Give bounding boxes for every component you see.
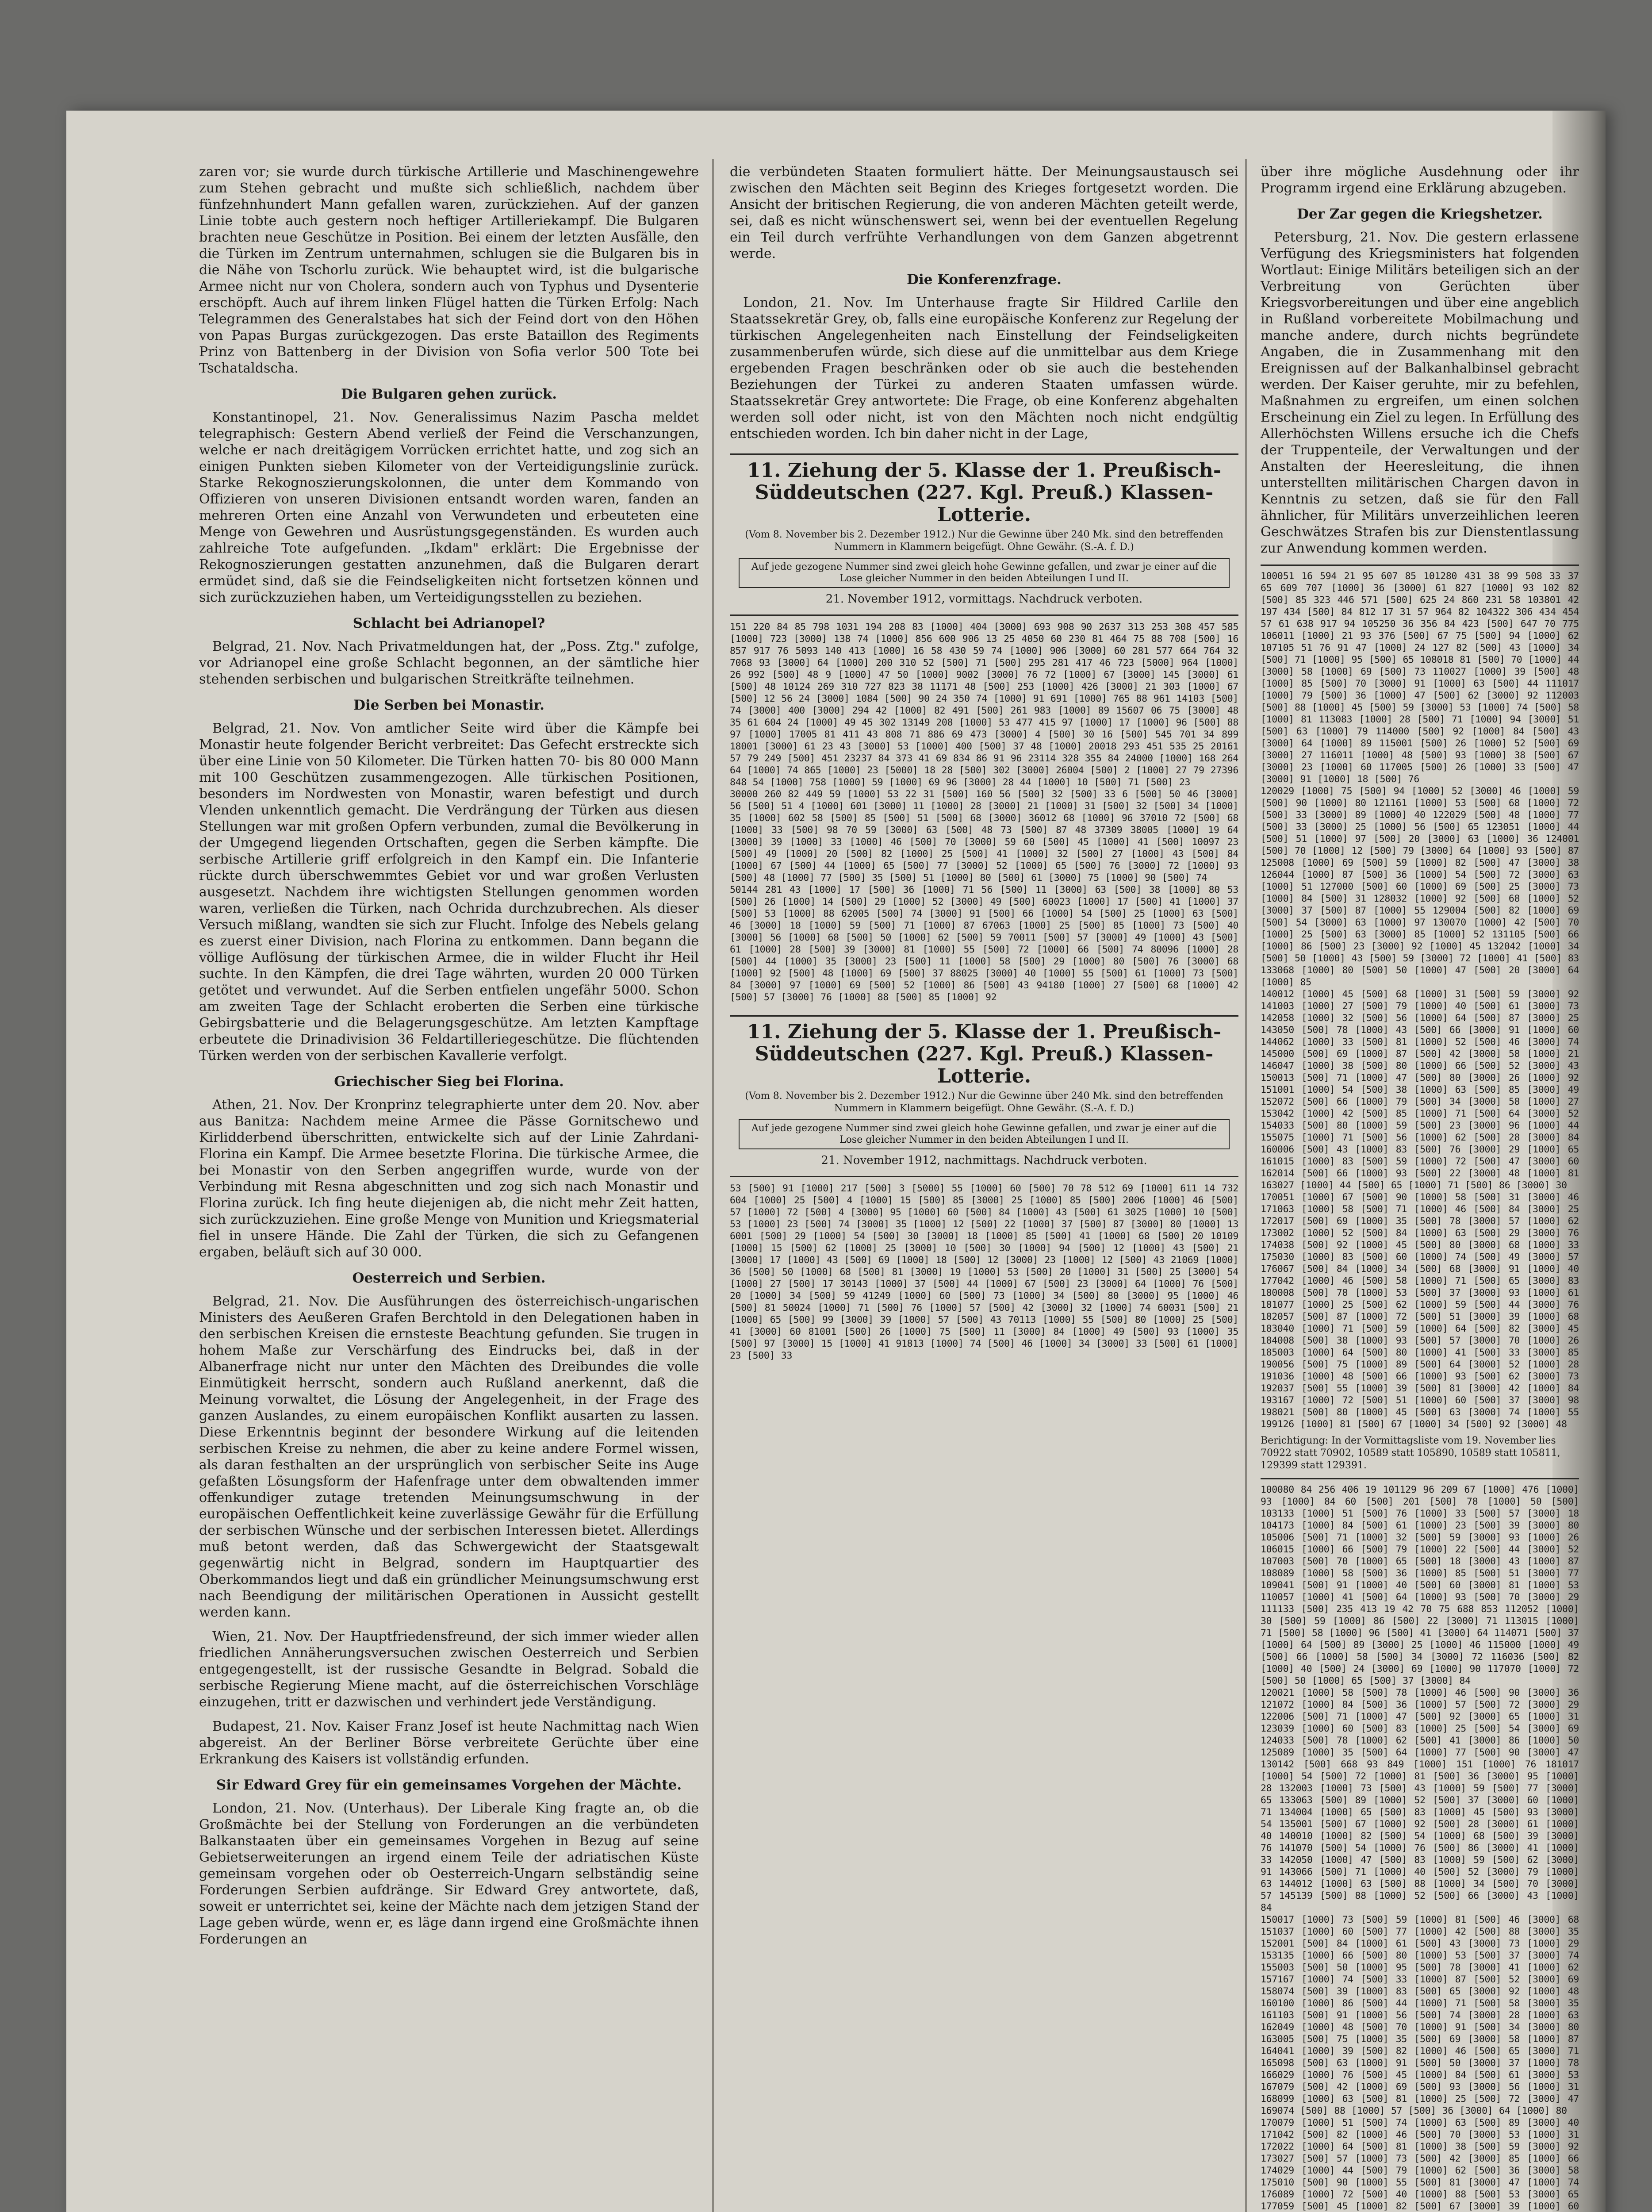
number-block: 50144 281 43 [1000] 17 [500] 36 [1000] 71 56 [500] 11 [3000] 63 [500] 38 [1000] 80 53 [500] 26 [1000] 14 [500] 29 [1000] 52 [3000] 49 [500] 60023 [1000] 17 [500] 41 [1000] 37 [500] 53 [1000] 88 62005 [500] 74 [3000] 91 [500] 66 [1000] 54 [500] 25 [1000] 63 [500] 46 [3000] 18 [1000] 59 [500] 71 [1000] 87 67063 [1000] 25 [500] 85 [1000] 73 [500] 40 [3000] 56 [1000] 68 [500] 50 [1000] 62 [500] 59 70011 [500] 57 [3000] 49 [1000] 43 [500] 61 [1000] 28 [500] 39 [3000] 81 [1000] 55 [500] 72 [1000] 66 [500] 74 80096 [1000] 28 [500] 44 [1000] 35 [3000] 23 [500] 11 [1000] 58 [500] 29 [1000] 80 [500] 76 [3000] 68 [1000] 92 [500] 48 [1000] 69 [500] 37 88025 [3000] 40 [1000] 55 [500] 61 [1000] 73 [500] 84 [3000] 97 [1000] 69 [500] 52 [1000] 86 [500] 43 94180 [1000] 27 [500] 68 [1000] 42 [500] 57 [3000] 76 [1000] 88 [500] 85 [1000] 92 xyxy=(730,884,1238,1003)
article-text: zaren vor; sie wurde durch türkische Artillerie und Maschinengewehre zum Stehen gebracht und mußte sich schließlich, nachdem über fünfzehnhundert Mann gefallen waren, zurückziehen. Auf der ganzen Linie tobte auch gestern noch heftiger Artilleriekampf. Die Bulgaren brachten neue Geschütze in Position. Bei einem der letzten Ausfälle, den die Türken im Zentrum unternahmen, schlugen sie die Bulgaren bis in die Nähe von Tschorlu zurück. Wie behauptet wird, ist die bulgarische Armee nicht nur von Cholera, sondern auch von Typhus und Dysenterie erschöpft. Auch auf ihrem linken Flügel hatten die Türken Erfolg: Nach Telegrammen des Generalstabes hat sich der Feind dort von den Höhen von Papas Burgas zurückgezogen. Das erste Bataillon des Regiments Prinz von Battenberg in der Division von Sofia verlor 500 Tote bei Tschataldscha. xyxy=(199,164,699,376)
lottery-number-list xyxy=(1261,1478,1579,2212)
number-block: 150017 [1000] 73 [500] 59 [1000] 81 [500] 46 [3000] 68 151037 [1000] 60 [500] 77 [1000] 42 [500] 88 [3000] 35 152001 [500] 84 [1000] 61 [500] 43 [3000] 73 [1000] 29 153135 [1000] 66 [500] 80 [1000] 53 [500] 37 [3000] 74 155003 [500] 50 [1000] 95 [500] 78 [3000] 41 [1000] 62 157167 [1000] 74 [500] 33 [1000] 87 [500] 52 [3000] 69 158074 [500] 39 [1000] 83 [500] 65 [3000] 92 [1000] 48 160100 [1000] 86 [500] 44 [1000] 71 [500] 58 [3000] 35 161103 [500] 91 [1000] 56 [500] 74 [3000] 28 [1000] 63 162049 [1000] 48 [500] 70 [1000] 91 [500] 34 [3000] 80 163005 [500] 75 [1000] 35 [500] 69 [3000] 58 [1000] 87 164041 [1000] 39 [500] 82 [1000] 46 [500] 65 [3000] 71 165098 [500] 63 [1000] 91 [500] 50 [3000] 37 [1000] 78 166029 [1000] 76 [500] 45 [1000] 84 [500] 61 [3000] 53 167079 [500] 42 [1000] 69 [500] 93 [3000] 56 [1000] 31 168099 [1000] 63 [500] 81 [1000] 25 [500] 72 [3000] 47 169074 [500] 88 [1000] 57 [500] 36 [3000] 64 [1000] 80 xyxy=(1261,1914,1579,2116)
headline: Sir Edward Grey für ein gemeinsames Vorgehen der Mächte. xyxy=(216,1777,682,1793)
number-block: 120029 [1000] 75 [500] 94 [1000] 52 [3000] 46 [1000] 59 [500] 90 [1000] 80 121161 [1000] 53 [500] 68 [1000] 72 [500] 33 [3000] 89 [1000] 40 122029 [500] 48 [1000] 77 [500] 33 [3000] 25 [1000] 56 [500] 65 123051 [1000] 44 [500] 51 [1000] 97 [500] 20 [3000] 63 [1000] 36 124001 [500] 70 [1000] 12 [500] 79 [3000] 64 [1000] 93 [500] 87 125008 [1000] 69 [500] 59 [1000] 82 [500] 47 [3000] 38 126044 [1000] 87 [500] 36 [1000] 54 [500] 72 [3000] 63 [1000] 51 127000 [500] 60 [1000] 69 [500] 25 [3000] 73 [1000] 84 [500] 31 128032 [1000] 92 [500] 68 [1000] 52 [3000] 37 [500] 87 [1000] 55 129004 [500] 82 [1000] 69 [500] 54 [3000] 63 [1000] 97 130070 [1000] 42 [500] 70 [1000] 25 [500] 63 [3000] 85 [1000] 52 131105 [500] 66 [1000] 86 [500] 23 [3000] 92 [1000] 45 132042 [1000] 34 [500] 50 [1000] 43 [500] 59 [3000] 72 [1000] 41 [500] 83 133068 [1000] 80 [500] 50 [1000] 47 [500] 20 [3000] 64 [1000] 85 xyxy=(1261,786,1579,988)
number-block: 170051 [1000] 67 [500] 90 [1000] 58 [500] 31 [3000] 46 171063 [1000] 58 [500] 71 [1000] 46 [500] 84 [3000] 25 172017 [500] 69 [1000] 35 [500] 78 [3000] 57 [1000] 62 173002 [1000] 52 [500] 84 [1000] 63 [500] 29 [3000] 76 174038 [500] 92 [1000] 45 [500] 80 [3000] 68 [1000] 33 175030 [1000] 83 [500] 60 [1000] 74 [500] 49 [3000] 57 176067 [500] 84 [1000] 34 [500] 68 [3000] 91 [1000] 40 177042 [1000] 46 [500] 58 [1000] 71 [500] 65 [3000] 83 180008 [500] 78 [1000] 53 [500] 37 [3000] 93 [1000] 61 181077 [1000] 25 [500] 62 [1000] 59 [500] 44 [3000] 76 182057 [500] 87 [1000] 72 [500] 51 [3000] 39 [1000] 68 183040 [1000] 71 [500] 59 [1000] 64 [500] 82 [3000] 45 184008 [500] 38 [1000] 93 [500] 57 [3000] 70 [1000] 26 185003 [1000] 64 [500] 80 [1000] 41 [500] 33 [3000] 85 190056 [500] 75 [1000] 89 [500] 64 [3000] 52 [1000] 28 191036 [1000] 48 [500] 66 [1000] 93 [500] 62 [3000] 73 192037 [500] 55 [1000] 39 [500] 81 [3000] 42 [1000] 84 193167 [1000] 72 [500] 51 [1000] 60 [500] 37 [3000] 98 198021 [500] 80 [1000] 45 [500] 63 [3000] 74 [1000] 55 199126 [1000] 81 [500] 67 [1000] 34 [500] 92 [3000] 48 xyxy=(1261,1192,1579,1430)
headline: Griechischer Sieg bei Florina. xyxy=(334,1074,564,1090)
article-text: Wien, 21. Nov. Der Hauptfriedensfreund, der sich immer wieder allen friedlichen Annäherungsversuchen zwischen Oesterreich und Serbien entgegengestellt, ist der russische Gesandte in Belgrad. Sobald die serbische Regierung Miene macht, auf die österreichischen Vorschläge einzugehen, tritt er dazwischen und verhindert jede Verständigung. xyxy=(199,1629,699,1710)
lottery-number-list xyxy=(730,621,1238,1003)
number-block: 140012 [1000] 45 [500] 68 [1000] 31 [500] 59 [3000] 92 141003 [1000] 27 [500] 79 [1000] 40 [500] 61 [3000] 73 142058 [1000] 32 [500] 56 [1000] 64 [500] 87 [3000] 25 143050 [500] 78 [1000] 43 [500] 66 [3000] 91 [1000] 60 144062 [1000] 33 [500] 81 [1000] 52 [500] 46 [3000] 74 145000 [500] 69 [1000] 87 [500] 42 [3000] 58 [1000] 21 146047 [1000] 38 [500] 80 [1000] 66 [500] 52 [3000] 43 150013 [500] 71 [1000] 47 [500] 80 [3000] 26 [1000] 92 151001 [1000] 54 [500] 38 [1000] 63 [500] 85 [3000] 49 152072 [500] 66 [1000] 79 [500] 34 [3000] 58 [1000] 27 153042 [1000] 42 [500] 85 [1000] 71 [500] 64 [3000] 52 154033 [500] 80 [1000] 59 [500] 23 [3000] 96 [1000] 44 155075 [1000] 71 [500] 56 [1000] 62 [500] 28 [3000] 84 160006 [500] 43 [1000] 83 [500] 76 [3000] 29 [1000] 65 161015 [1000] 83 [500] 59 [1000] 72 [500] 47 [3000] 60 162014 [500] 66 [1000] 93 [500] 22 [3000] 48 [1000] 81 163027 [1000] 44 [500] 65 [1000] 71 [500] 86 [3000] 30 xyxy=(1261,989,1579,1191)
lottery-number-list xyxy=(1261,565,1579,1430)
headline: Die Bulgaren gehen zurück. xyxy=(341,386,557,402)
headline: Schlacht bei Adrianopel? xyxy=(353,615,545,631)
lottery-note: Auf jede gezogene Nummer sind zwei gleich hohe Gewinne gefallen, und zwar je einer auf die Lose gleicher Nummer in den beiden Abteilungen I und II. xyxy=(739,1119,1230,1149)
article-text: Konstantinopel, 21. Nov. Generalissimus Nazim Pascha meldet telegraphisch: Gestern Abend verließ der Feind die Verschanzungen, welche er nach dreitägigem Vorrücken errichtet hatte, und zog sich an einigen Punkten sieben Kilometer von der Verteidigungslinie zurück. Starke Rekognoszierungskolonnen, die unter dem Kommando von Offizieren von unseren Divisionen entsandt worden waren, fanden an mehreren Orten eine Anzahl von Verwundeten und erbeuteten eine Menge von Gewehren und Ausrüstungsgegenständen. Es wurden auch zahlreiche Tote aufgefunden. „Ikdam" erklärt: Die Ergebnisse der Rekognoszierungen gestatten anzunehmen, daß die Bulgaren derart ermüdet sind, daß sie die Feindseligkeiten nicht fortsetzen können und sich zurückzuziehen haben, um Verteidigungsstellen zu beziehen. xyxy=(199,410,699,605)
column-rule xyxy=(1245,159,1247,2212)
lottery-list-header xyxy=(730,453,1238,616)
number-block: 170079 [1000] 51 [500] 74 [1000] 63 [500] 89 [3000] 40 171042 [500] 82 [1000] 46 [500] 70 [3000] 53 [1000] 31 172022 [1000] 64 [500] 81 [1000] 38 [500] 59 [3000] 92 173027 [500] 57 [1000] 73 [500] 42 [3000] 85 [1000] 66 174029 [1000] 44 [500] 79 [1000] 62 [500] 36 [3000] 58 175010 [500] 90 [1000] 55 [500] 81 [3000] 47 [1000] 74 176089 [1000] 72 [500] 40 [1000] 88 [500] 53 [3000] 65 177059 [500] 45 [1000] 82 [500] 67 [3000] 39 [1000] 60 xyxy=(1261,2117,1579,2212)
number-block: 151 220 84 85 798 1031 194 208 83 [1000] 404 [3000] 693 908 90 2637 313 253 308 457 585 [1000] 723 [3000] 138 74 [1000] 856 600 906 13 25 4050 60 230 81 464 75 88 708 [500] 16 857 917 76 5093 140 413 [1000] 16 58 430 59 74 [1000] 906 [3000] 60 281 577 664 764 32 7068 93 [3000] 64 [1000] 200 310 52 [500] 71 [500] 295 281 417 46 723 [5000] 964 [1000] 26 992 [500] 48 9 [1000] 47 50 [1000] 9002 [3000] 76 72 [1000] 67 [3000] 145 [3000] 61 [500] 48 10124 269 310 727 823 38 11171 48 [500] 253 [1000] 426 [3000] 21 303 [1000] 67 [500] 12 56 24 [3000] 1084 [500] 90 24 350 74 [1000] 91 691 [1000] 765 88 961 14103 [500] 74 [3000] 400 [3000] 294 42 [1000] 82 491 [500] 261 983 [1000] 89 15607 06 75 [3000] 48 35 61 604 24 [1000] 49 45 302 13149 208 [1000] 53 477 415 97 [1000] 17 [1000] 96 [500] 88 97 [1000] 17005 81 411 43 808 71 886 69 473 [3000] 4 [500] 30 16 [500] 545 701 34 899 18001 [3000] 61 23 43 [3000] 53 [1000] 400 [500] 37 48 [1000] 20018 293 451 535 25 20161 57 79 249 [500] 451 23237 84 373 41 69 834 86 91 96 23114 328 355 84 24000 [1000] 168 264 64 [1000] 74 865 [1000] 23 [5000] 18 28 [500] 302 [3000] 26004 [500] 2 [1000] 27 79 27396 848 54 [1000] 758 [1000] 59 [1000] 69 96 [3000] 28 44 [1000] 10 [500] 71 [500] 23 xyxy=(730,622,1238,788)
lottery-note: Auf jede gezogene Nummer sind zwei gleich hohe Gewinne gefallen, und zwar je einer auf die Lose gleicher Nummer in den beiden Abteilungen I und II. xyxy=(739,558,1230,588)
article-text: Budapest, 21. Nov. Kaiser Franz Josef ist heute Nachmittag nach Wien abgereist. An der Berliner Börse verbreitete Gerüchte über eine Erkrankung des Kaisers ist vollständig erfunden. xyxy=(199,1719,699,1767)
article-text: die verbündeten Staaten formuliert hätte. Der Meinungsaustausch sei zwischen den Mächten seit Beginn des Krieges fortgesetzt worden. Die Ansicht der britischen Regierung, die von anderen Mächten geteilt werde, sei, daß es nicht wünschenswert sei, wenn bei der eventuellen Regelung ein Teil durch verfrühte Verhandlungen von dem Ganzen abgetrennt werde. xyxy=(730,164,1238,261)
column-1 xyxy=(199,164,699,1955)
lottery-number-list xyxy=(730,1183,1238,1362)
article-text: über ihre mögliche Ausdehnung oder ihr Programm irgend eine Erklärung abzugeben. xyxy=(1261,164,1579,196)
column-2 xyxy=(730,164,1238,1362)
lottery-date: 21. November 1912, vormittags. Nachdruck verboten. xyxy=(825,592,1143,606)
headline: Oesterreich und Serbien. xyxy=(352,1270,546,1286)
article-text: Belgrad, 21. Nov. Von amtlicher Seite wird über die Kämpfe bei Monastir heute folgender Bericht verbreitet: Das Gefecht erstreckte sich über eine Linie von 50 Kilometer. Die Türken hatten 70- bis 80 000 Mann mit 100 Geschützen zusammengezogen. Alle türkischen Positionen, besonders im Nordwesten von Monastir, waren befestigt und durch Vlenden unkenntlich gemacht. Die Verdrängung der Türken aus diesen Stellungen war mit großen Opfern verbunden, zumal die Bevölkerung in der Umgegend liegenden Ortschaften, gegen die Serben kämpfte. Die serbische Artillerie griff erfolgreich in den Kampf ein. Die Infanterie rückte durch überschwemmtes Gebiet vor und war großen Verlusten ausgesetzt. Nachdem ihre wichtigsten Stellungen genommen worden waren, verließen die Türken, nach Ochrida durchzubrechen. Als dieser Versuch mißlang, wandten sie sich zur Flucht. Infolge des Nebels gelang es zuerst einer Division, nach Florina zu entkommen. Dann begann die völlige Auflösung der türkischen Armee, die in wilder Flucht ihr Heil suchte. In den Kämpfen, die drei Tage währten, wurden 20 000 Türken getötet und verwundet. Auf die Serben entfielen ungefähr 5000. Schon am zweiten Tage der Schlacht eroberten die Serben eine türkische Gebirgsbatterie und die Belagerungsgeschütze. Am letzten Kampftage erbeutete die Drinadivision 36 Feldartilleriegeschütze. Die flüchtenden Türken werden von der serbischen Kavallerie verfolgt. xyxy=(199,721,699,1064)
column-3 xyxy=(1261,164,1579,2212)
article-text: Athen, 21. Nov. Der Kronprinz telegraphierte unter dem 20. Nov. aber aus Banitza: Nachdem meine Armee die Pässe Gornitschewo und Kirlidderbend überschritten, entwickelte sich auf der Linie Zahrdani-Florina ein Kampf. Die Armee besetzte Florina. Die türkische Armee, die bei Monastir von den Serben angegriffen wurde, wurde von der Verbindung mit Resna abgeschnitten und zog sich nach Monastir und Florina zurück. Ich fing heute diejenigen ab, die nicht mehr Zeit hatten, sich zurückzuziehen. Eine große Menge von Munition und Kriegsmaterial fiel in unsere Hände. Die Zahl der Türken, die sich zu Gefangenen ergaben, beläuft sich auf 30 000. xyxy=(199,1097,699,1260)
lottery-title: 11. Ziehung der 5. Klasse der 1. Preußisch-Süddeutschen (227. Kgl. Preuß.) Klassen-Lotterie. xyxy=(747,459,1222,526)
column-rule xyxy=(712,159,714,2212)
number-block: 100080 84 256 406 19 101129 96 209 67 [1000] 476 [1000] 93 [1000] 84 60 [500] 201 [500] 78 [1000] 50 [500] 103133 [1000] 51 [500] 76 [1000] 33 [500] 57 [3000] 18 104173 [1000] 84 [500] 61 [1000] 23 [500] 39 [3000] 80 105006 [500] 71 [1000] 32 [500] 59 [3000] 93 [1000] 26 106015 [1000] 66 [500] 79 [1000] 22 [500] 44 [3000] 52 107003 [500] 70 [1000] 65 [500] 18 [3000] 43 [1000] 87 108089 [1000] 58 [500] 36 [1000] 85 [500] 51 [3000] 77 109041 [500] 91 [1000] 40 [500] 60 [3000] 81 [1000] 53 110057 [1000] 41 [500] 64 [1000] 93 [500] 70 [3000] 29 111133 [500] 235 413 19 42 70 75 688 853 112052 [1000] 30 [500] 59 [1000] 86 [500] 22 [3000] 71 113015 [1000] 71 [500] 58 [1000] 96 [500] 41 [3000] 64 114071 [500] 37 [1000] 64 [500] 89 [3000] 25 [1000] 46 115000 [1000] 49 [500] 66 [1000] 58 [500] 34 [3000] 72 116036 [500] 82 [1000] 40 [500] 24 [3000] 69 [1000] 90 117070 [1000] 72 [500] 50 [1000] 65 [500] 37 [3000] 84 xyxy=(1261,1484,1579,1686)
article-text: Belgrad, 21. Nov. Die Ausführungen des österreichisch-ungarischen Ministers des Aeußeren Grafen Berchtold in den Delegationen haben in den serbischen Kreisen die ernsteste Beachtung gefunden. Sie trugen in hohem Maße zur Verschärfung des Eindrucks bei, daß in der Albanerfrage nicht nur unter den Mächten des Dreibundes die volle Einmütigkeit herrscht, sondern auch Rußland anerkennt, daß die Meinung vorwaltet, die Lösung der Angelegenheit, in der Frage des ganzen Auslandes, zu einem europäischen Konflikt ausarten zu lassen. Diese Erkenntnis beginnt der besondere Wirkung auf die leitenden serbischen Kreise zu nehmen, die aber zu keine andere Formel wissen, als daran festhalten an der ursprünglich von serbischer Seite ins Auge gefaßten Lösungsform der Hafenfrage unter dem obwaltenden immer offenkundiger zutage tretenden Meinungsumschwung in der europäischen Oeffentlichkeit keine zuverlässige Gewähr für die Erfüllung der serbischen Wünsche und der serbischen Interessen bietet. Allerdings muß betont werden, daß das Schwergewicht der Staatsgewalt gegenwärtig nicht in Belgrad, sondern im Hauptquartier des Oberkommandos liegt und daß ein gründlicher Meinungsumschwung erst nach Beendigung der militärischen Operationen in Aussicht gestellt werden kann. xyxy=(199,1294,699,1620)
article-text: Belgrad, 21. Nov. Nach Privatmeldungen hat, der „Poss. Ztg." zufolge, vor Adrianopel eine große Schlacht begonnen, an der sämtliche hier stehenden serbischen und bulgarischen Streitkräfte teilnehmen. xyxy=(199,639,699,687)
lottery-list-header xyxy=(730,1015,1238,1177)
headline: Die Konferenzfrage. xyxy=(907,272,1062,288)
article-text: London, 21. Nov. (Unterhaus). Der Liberale King fragte an, ob die Großmächte bei der Stellung von Forderungen an die verbündeten Balkanstaaten über ein gemeinsames Vorgehen in Bezug auf seine Gebietserweiterungen an irgend einem Teile der adriatischen Küste gemeinsam vorgehen oder ob Oesterreich-Ungarn selbständig seine Forderungen Serbien aufdränge. Sir Edward Grey antwortete, daß, soweit er unterrichtet sei, keine der Mächte nach dem jetzigen Stand der Lage geben würde, wenn er, es läge dann irgend eine Großmächte ihnen Forderungen an xyxy=(199,1801,699,1947)
number-block: 53 [500] 91 [1000] 217 [500] 3 [5000] 55 [1000] 60 [500] 70 78 512 69 [1000] 611 14 732 604 [1000] 25 [500] 4 [1000] 15 [500] 85 [3000] 25 [1000] 85 [500] 2006 [1000] 46 [500] 57 [1000] 72 [500] 4 [3000] 95 [1000] 60 [500] 84 [1000] 43 [500] 61 3025 [1000] 10 [500] 53 [1000] 23 [500] 74 [3000] 35 [1000] 12 [500] 22 [1000] 37 [500] 87 [3000] 80 [1000] 13 6001 [500] 29 [1000] 54 [500] 30 [3000] 18 [1000] 85 [500] 41 [1000] 68 [500] 20 10109 [1000] 15 [500] 62 [1000] 25 [3000] 10 [500] 30 [1000] 94 [500] 12 [1000] 43 [500] 21 [3000] 17 [1000] 43 [500] 69 [1000] 18 [500] 12 [3000] 23 [1000] 12 [500] 43 21069 [1000] 36 [500] 50 [1000] 68 [500] 81 [3000] 19 [1000] 53 [500] 20 [1000] 31 [500] 25 [3000] 54 [1000] 27 [500] 17 30143 [1000] 37 [500] 44 [1000] 67 [500] 23 [3000] 64 [1000] 76 [500] 20 [1000] 34 [500] 59 41249 [1000] 60 [500] 73 [1000] 34 [500] 80 [3000] 95 [1000] 46 [500] 81 50024 [1000] 71 [500] 76 [1000] 57 [500] 42 [3000] 32 [1000] 74 60031 [500] 21 [1000] 65 [500] 99 [3000] 39 [1000] 57 [500] 43 70113 [1000] 55 [500] 80 [1000] 25 [500] 41 [3000] 60 81001 [500] 26 [1000] 75 [500] 11 [3000] 84 [1000] 49 [500] 93 [1000] 35 [500] 97 [3000] 15 [1000] 41 91813 [1000] 74 [500] 46 [1000] 34 [3000] 33 [500] 61 [1000] 23 [500] 33 xyxy=(730,1183,1238,1361)
headline: Der Zar gegen die Kriegshetzer. xyxy=(1297,206,1543,222)
article-text: London, 21. Nov. Im Unterhause fragte Sir Hildred Carlile den Staatssekretär Grey, ob, falls eine europäische Konferenz zur Regelung der türkischen Angelegenheiten nach Einstellung der Feindseligkeiten zusammenberufen würde, sich diese auf die unmittelbar aus dem Kriege ergebenden Fragen beschränken oder ob sie auch die bestehenden Beziehungen der Türkei zu anderen Staaten umfassen würde. Staatssekretär Grey antwortete: Die Frage, ob eine Konferenz abgehalten werden soll oder nicht, ist von den Mächten noch nicht endgültig entschieden worden. Ich bin daher nicht in der Lage, xyxy=(730,295,1238,442)
article-text: Petersburg, 21. Nov. Die gestern erlassene Verfügung des Kriegsministers hat folgenden Wortlaut: Einige Militärs beteiligen sich an der Verbreitung von Gerüchten über Kriegsvorbereitungen und über eine angeblich in Rußland vorbereitete Mobilmachung und manche andere, durch nichts begründete Angaben, die in Zusammenhang mit den Ereignissen auf der Balkanhalbinsel gebracht werden. Der Kaiser geruhte, mir zu befehlen, Maßnahmen zu ergreifen, um einen solchen Erscheinung ein Ziel zu legen. In Erfüllung des Allerhöchsten Willens ersuche ich die Chefs der Truppenteile, der Verwaltungen und der Anstalten der Heeresleitung, die ihnen unterstellten militärischen Chargen davon in Kenntnis zu setzen, daß sie für den Fall ähnlicher, für Militärs unverzeihlichen leeren Geschwätzes Strafen bis zur Dienstentlassung zur Anwendung kommen werden. xyxy=(1261,230,1579,556)
headline: Die Serben bei Monastir. xyxy=(353,697,544,713)
number-block: 100051 16 594 21 95 607 85 101280 431 38 99 508 33 37 65 609 707 [1000] 36 [3000] 61 827 [1000] 93 102 82 [500] 85 323 446 571 [500] 625 24 860 231 58 103801 42 197 434 [500] 84 812 17 31 57 964 82 104322 306 434 454 57 61 638 917 94 105250 36 356 84 423 [500] 647 70 775 106011 [1000] 21 93 376 [500] 67 75 [500] 94 [1000] 62 107105 51 76 91 47 [1000] 24 127 82 [500] 43 [1000] 34 [500] 71 [1000] 95 [500] 65 108018 81 [500] 70 [1000] 44 [3000] 58 [1000] 69 [500] 73 110027 [1000] 39 [500] 48 [1000] 85 [500] 70 [3000] 91 [1000] 63 [500] 44 111017 [1000] 79 [500] 36 [1000] 47 [500] 62 [3000] 92 112003 [500] 88 [1000] 45 [500] 59 [3000] 53 [1000] 74 [500] 58 [1000] 81 113083 [1000] 28 [500] 71 [1000] 94 [3000] 51 [500] 63 [1000] 79 114000 [500] 92 [1000] 84 [500] 43 [3000] 64 [1000] 89 115001 [500] 26 [1000] 52 [500] 69 [3000] 27 116011 [1000] 48 [500] 93 [1000] 38 [500] 67 [3000] 23 [1000] 60 117005 [500] 26 [1000] 33 [500] 47 [3000] 91 [1000] 18 [500] 76 xyxy=(1261,571,1579,785)
number-block: 120021 [1000] 58 [500] 78 [1000] 46 [500] 90 [3000] 36 121072 [1000] 84 [500] 36 [1000] 57 [500] 72 [3000] 29 122006 [500] 71 [1000] 47 [500] 92 [3000] 65 [1000] 31 123039 [1000] 60 [500] 83 [1000] 25 [500] 54 [3000] 69 124033 [500] 78 [1000] 62 [500] 41 [3000] 86 [1000] 50 125089 [1000] 35 [500] 64 [1000] 77 [500] 90 [3000] 47 130142 [500] 668 93 849 [1000] 151 [1000] 76 181017 [1000] 54 [500] 72 [1000] 81 [500] 36 [3000] 95 [1000] 28 132003 [1000] 73 [500] 43 [1000] 59 [500] 77 [3000] 65 133063 [500] 89 [1000] 52 [500] 37 [3000] 60 [1000] 71 134004 [1000] 65 [500] 83 [1000] 45 [500] 93 [3000] 54 135001 [500] 67 [1000] 92 [500] 28 [3000] 61 [1000] 40 140010 [1000] 82 [500] 54 [1000] 68 [500] 39 [3000] 76 141070 [500] 54 [1000] 76 [500] 86 [3000] 41 [1000] 33 142050 [1000] 47 [500] 83 [1000] 59 [500] 62 [3000] 91 143066 [500] 71 [1000] 40 [500] 52 [3000] 79 [1000] 63 144012 [1000] 63 [500] 88 [1000] 34 [500] 70 [3000] 57 145139 [500] 88 [1000] 52 [500] 66 [3000] 43 [1000] 84 xyxy=(1261,1687,1579,1913)
lottery-date: 21. November 1912, nachmittags. Nachdruck verboten. xyxy=(821,1154,1147,1167)
lottery-title: 11. Ziehung der 5. Klasse der 1. Preußisch-Süddeutschen (227. Kgl. Preuß.) Klassen-Lotterie. xyxy=(747,1021,1222,1087)
lottery-subtitle: (Vom 8. November bis 2. Dezember 1912.) Nur die Gewinne über 240 Mk. sind den betreffenden Nummern in Klammern beigefügt. Ohne Gewähr. (S.-A. f. D.) xyxy=(745,529,1223,553)
number-block: 30000 260 82 449 59 [1000] 53 22 31 [500] 160 56 [500] 32 [500] 33 6 [500] 50 46 [3000] 56 [500] 51 4 [1000] 601 [3000] 11 [1000] 28 [3000] 21 [1000] 31 [500] 32 [500] 34 [1000] 35 [1000] 602 58 [500] 85 [500] 51 [500] 68 [3000] 36012 68 [1000] 96 37010 72 [500] 68 [1000] 33 [500] 98 70 59 [3000] 63 [500] 48 73 [500] 87 48 37309 38005 [1000] 19 64 [3000] 39 [1000] 33 [1000] 46 [500] 70 [3000] 59 60 [500] 45 [1000] 41 [500] 10097 23 [500] 49 [1000] 20 [500] 82 [1000] 25 [500] 41 [1000] 32 [500] 27 [1000] 43 [500] 84 [1000] 67 [500] 44 [1000] 65 [500] 77 [3000] 52 [1000] 65 [500] 76 [3000] 72 [1000] 93 [500] 48 [1000] 77 [500] 35 [500] 51 [1000] 80 [500] 61 [3000] 75 [1000] 90 [500] 74 xyxy=(730,789,1238,883)
lottery-subtitle: (Vom 8. November bis 2. Dezember 1912.) Nur die Gewinne über 240 Mk. sind den betreffenden Nummern in Klammern beigefügt. Ohne Gewähr. (S.-A. f. D.) xyxy=(745,1091,1223,1114)
newspaper-page xyxy=(66,111,1606,2212)
correction-note: Berichtigung: In der Vormittagsliste vom 19. November lies 70922 statt 70902, 10589 statt 105890, 10589 statt 105811, 129399 statt 129391. xyxy=(1261,1435,1560,1471)
